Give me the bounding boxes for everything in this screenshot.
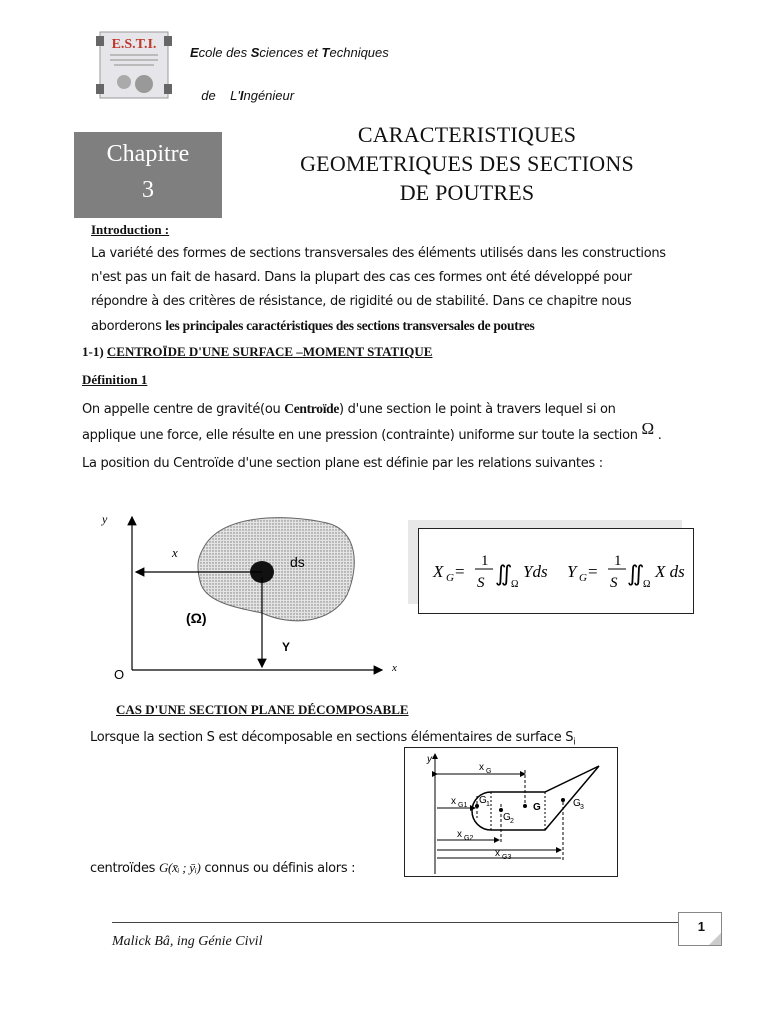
x-axis-label: x [392,662,397,674]
fig2-y-label: y [427,754,432,765]
fig2-g2-label: G [503,812,511,823]
double-integral: ∬ [495,561,513,586]
fig2-xg3-sub: G3 [502,854,512,861]
y-axis-label: y [102,512,108,526]
chapter-label: Chapitre [106,141,190,167]
centroid-figure [92,505,402,685]
fraction-numerator: 1 [481,553,489,569]
decomposable-text-line1: Lorsque la section S est décomposable en sections élémentaires de surface $S_i$ [90,730,576,748]
fraction-denominator: S [610,575,618,591]
page-number-box [678,912,722,946]
origin-label: O [114,667,125,682]
intro-line: aborderons les principales caractéristiques des sections transversales de poutres [91,318,535,334]
integrand-y: Yds [523,562,548,581]
fig2-xg2-sub: G2 [464,835,474,842]
xg-symbol: X [433,562,444,581]
fig2-xg-sub: G [486,768,492,775]
centroid-g3 [561,798,565,802]
equals-sign: = [588,562,598,581]
integral-domain: Ω [643,579,651,590]
school-name-line1: Ecole des Sciences et Techniques [190,45,389,60]
fig2-xg1-label: x [451,796,456,807]
footer-divider [112,922,678,923]
centroid-g [523,804,527,808]
double-integral: ∬ [627,561,645,586]
school-logo [94,26,174,104]
section-shape [198,518,354,621]
centroid-formula-box [418,528,694,614]
fig2-xg1-sub: G1 [458,802,468,809]
definition-line: La position du Centroïde d'une section plane est définie par les relations suivantes : [82,456,603,471]
fraction-numerator: 1 [614,553,622,569]
y-arrow-label: Y [282,640,291,654]
fig2-xg-label: x [479,762,484,773]
fig2-xg3-label: x [495,848,500,859]
fraction-denominator: S [477,575,485,591]
chapter-number: 3 [142,177,154,203]
definition-heading: Définition 1 [82,372,148,387]
chapter-title-line: DE POUTRES [399,180,535,205]
intro-paragraph [91,242,711,339]
yg-subscript: G [579,572,587,584]
integral-domain: Ω [511,579,519,590]
decomposable-heading: CAS D'UNE SECTION PLANE DÉCOMPOSABLE [116,702,409,717]
fig2-g3-sub: 3 [580,804,584,811]
intro-line: répondre à des critères de résistance, de rigidité ou de stabilité. Dans ce chapitre nous [91,294,632,309]
page-number: 1 [697,919,705,934]
fig2-g-label: G [533,802,541,813]
decomposable-text-line2: centroïdes G(x̄ᵢ ; ȳᵢ) connus ou définis alors : [90,860,356,876]
chapter-title-line: GEOMETRIQUES DES SECTIONS [300,151,634,176]
xg-subscript: G [446,572,454,584]
definition-paragraph [82,397,722,476]
fig2-g1-label: G [479,795,487,806]
chapter-title-line: CARACTERISTIQUES [357,122,577,147]
omega-label: (Ω) [186,610,207,626]
fig2-g1-sub: 1 [486,801,490,808]
ds-label: ds [290,554,305,570]
composite-section-figure [404,747,618,877]
equals-sign: = [455,562,465,581]
intro-line: n'est pas un fait de hasard. Dans la plupart des cas ces formes ont été développé pour [91,270,632,285]
svg-text:E.S.T.I.: E.S.T.I. [111,37,157,52]
intro-heading: Introduction : [91,222,170,237]
integrand-x: X ds [655,562,685,581]
fig2-g2-sub: 2 [510,818,514,825]
chapter-title [240,120,694,207]
x-arrow-label: x [172,545,178,560]
yg-symbol: Y [567,562,577,581]
intro-line: La variété des formes de sections transversales des éléments utilisés dans les constructions [91,246,666,261]
definition-line: applique une force, elle résulte en une pression (contrainte) uniforme sur toute la section Ω . [82,419,662,443]
fig2-g3-label: G [573,798,581,809]
fig2-xg2-label: x [457,829,462,840]
chapter-badge [74,132,222,218]
section-1-1-heading: 1-1) CENTROÏDE D'UNE SURFACE –MOMENT STATIQUE [82,344,433,359]
school-name-line2: de L'Ingénieur [201,88,295,103]
footer-author: Malick Bâ, ing Génie Civil [112,934,263,949]
definition-line: On appelle centre de gravité(ou Centroïde) d'une section le point à travers lequel si on [82,401,616,417]
